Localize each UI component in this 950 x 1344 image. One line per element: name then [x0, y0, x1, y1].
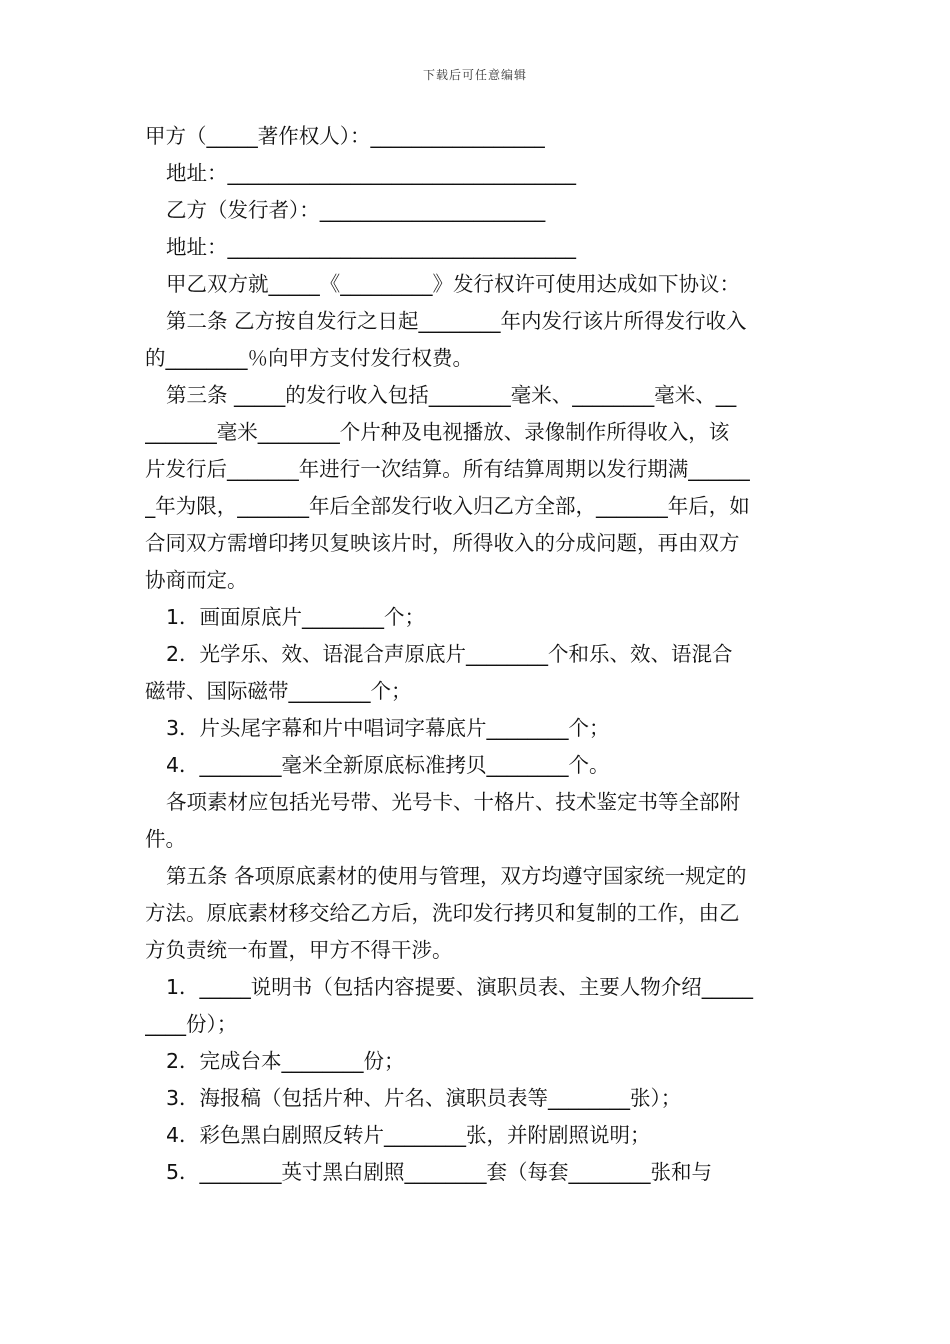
- list-item: 4．彩色黑白剧照反转片________张，并附剧照说明；: [166, 1123, 651, 1147]
- text-line: ____份）；: [145, 1012, 238, 1036]
- text-line: 合同双方需增印拷贝复映该片时，所得收入的分成问题，再由双方: [145, 531, 740, 555]
- text-line: 磁带、国际磁带________个；: [145, 679, 412, 703]
- list-item: 2．完成台本________份；: [166, 1049, 405, 1073]
- list-item: 3．海报稿（包括片种、片名、演职员表等________张）；: [166, 1086, 682, 1110]
- text-line: 片发行后_______年进行一次结算。所有结算周期以发行期满______: [145, 457, 750, 481]
- text-line: 第五条 各项原底素材的使用与管理，双方均遵守国家统一规定的: [166, 864, 747, 888]
- text-line: 各项素材应包括光号带、光号卡、十格片、技术鉴定书等全部附: [166, 790, 740, 814]
- text-line: 地址：__________________________________: [166, 161, 576, 185]
- contract-body: [145, 118, 810, 1191]
- page-header: 下载后可任意编辑: [422, 68, 527, 82]
- list-item: 1．_____说明书（包括内容提要、演职员表、主要人物介绍_____: [166, 975, 754, 999]
- text-line: 乙方（发行者）：______________________: [166, 198, 546, 222]
- list-item: 2．光学乐、效、语混合声原底片________个和乐、效、语混合: [166, 642, 733, 666]
- text-line: 协商而定。: [145, 568, 248, 592]
- list-item: 3．片头尾字幕和片中唱词字幕底片________个；: [166, 716, 610, 740]
- text-line: _年为限，_______年后全部发行收入归乙方全部，_______年后，如: [145, 494, 750, 518]
- list-item: 5．________英寸黑白剧照________套（每套________张和与: [166, 1160, 713, 1184]
- text-line: 第三条 _____的发行收入包括________毫米、________毫米、__: [166, 383, 737, 407]
- text-line: 地址：__________________________________: [166, 235, 576, 259]
- text-line: 方负责统一布置，甲方不得干涉。: [145, 938, 453, 962]
- text-line: 第二条 乙方按自发行之日起________年内发行该片所得发行收入: [166, 309, 747, 333]
- text-line: 的________％向甲方支付发行权费。: [145, 346, 473, 370]
- text-line: 甲方（_____著作权人）：_________________: [145, 124, 545, 148]
- list-item: 4．________毫米全新原底标准拷贝________个。: [166, 753, 610, 777]
- text-line: _______毫米________个片种及电视播放、录像制作所得收入，该: [145, 420, 730, 444]
- text-line: 件。: [145, 827, 186, 851]
- text-line: 方法。原底素材移交给乙方后，洗印发行拷贝和复制的工作，由乙: [145, 901, 740, 925]
- text-line: 甲乙双方就_____《_________》发行权许可使用达成如下协议：: [166, 272, 740, 296]
- list-item: 1．画面原底片________个；: [166, 605, 426, 629]
